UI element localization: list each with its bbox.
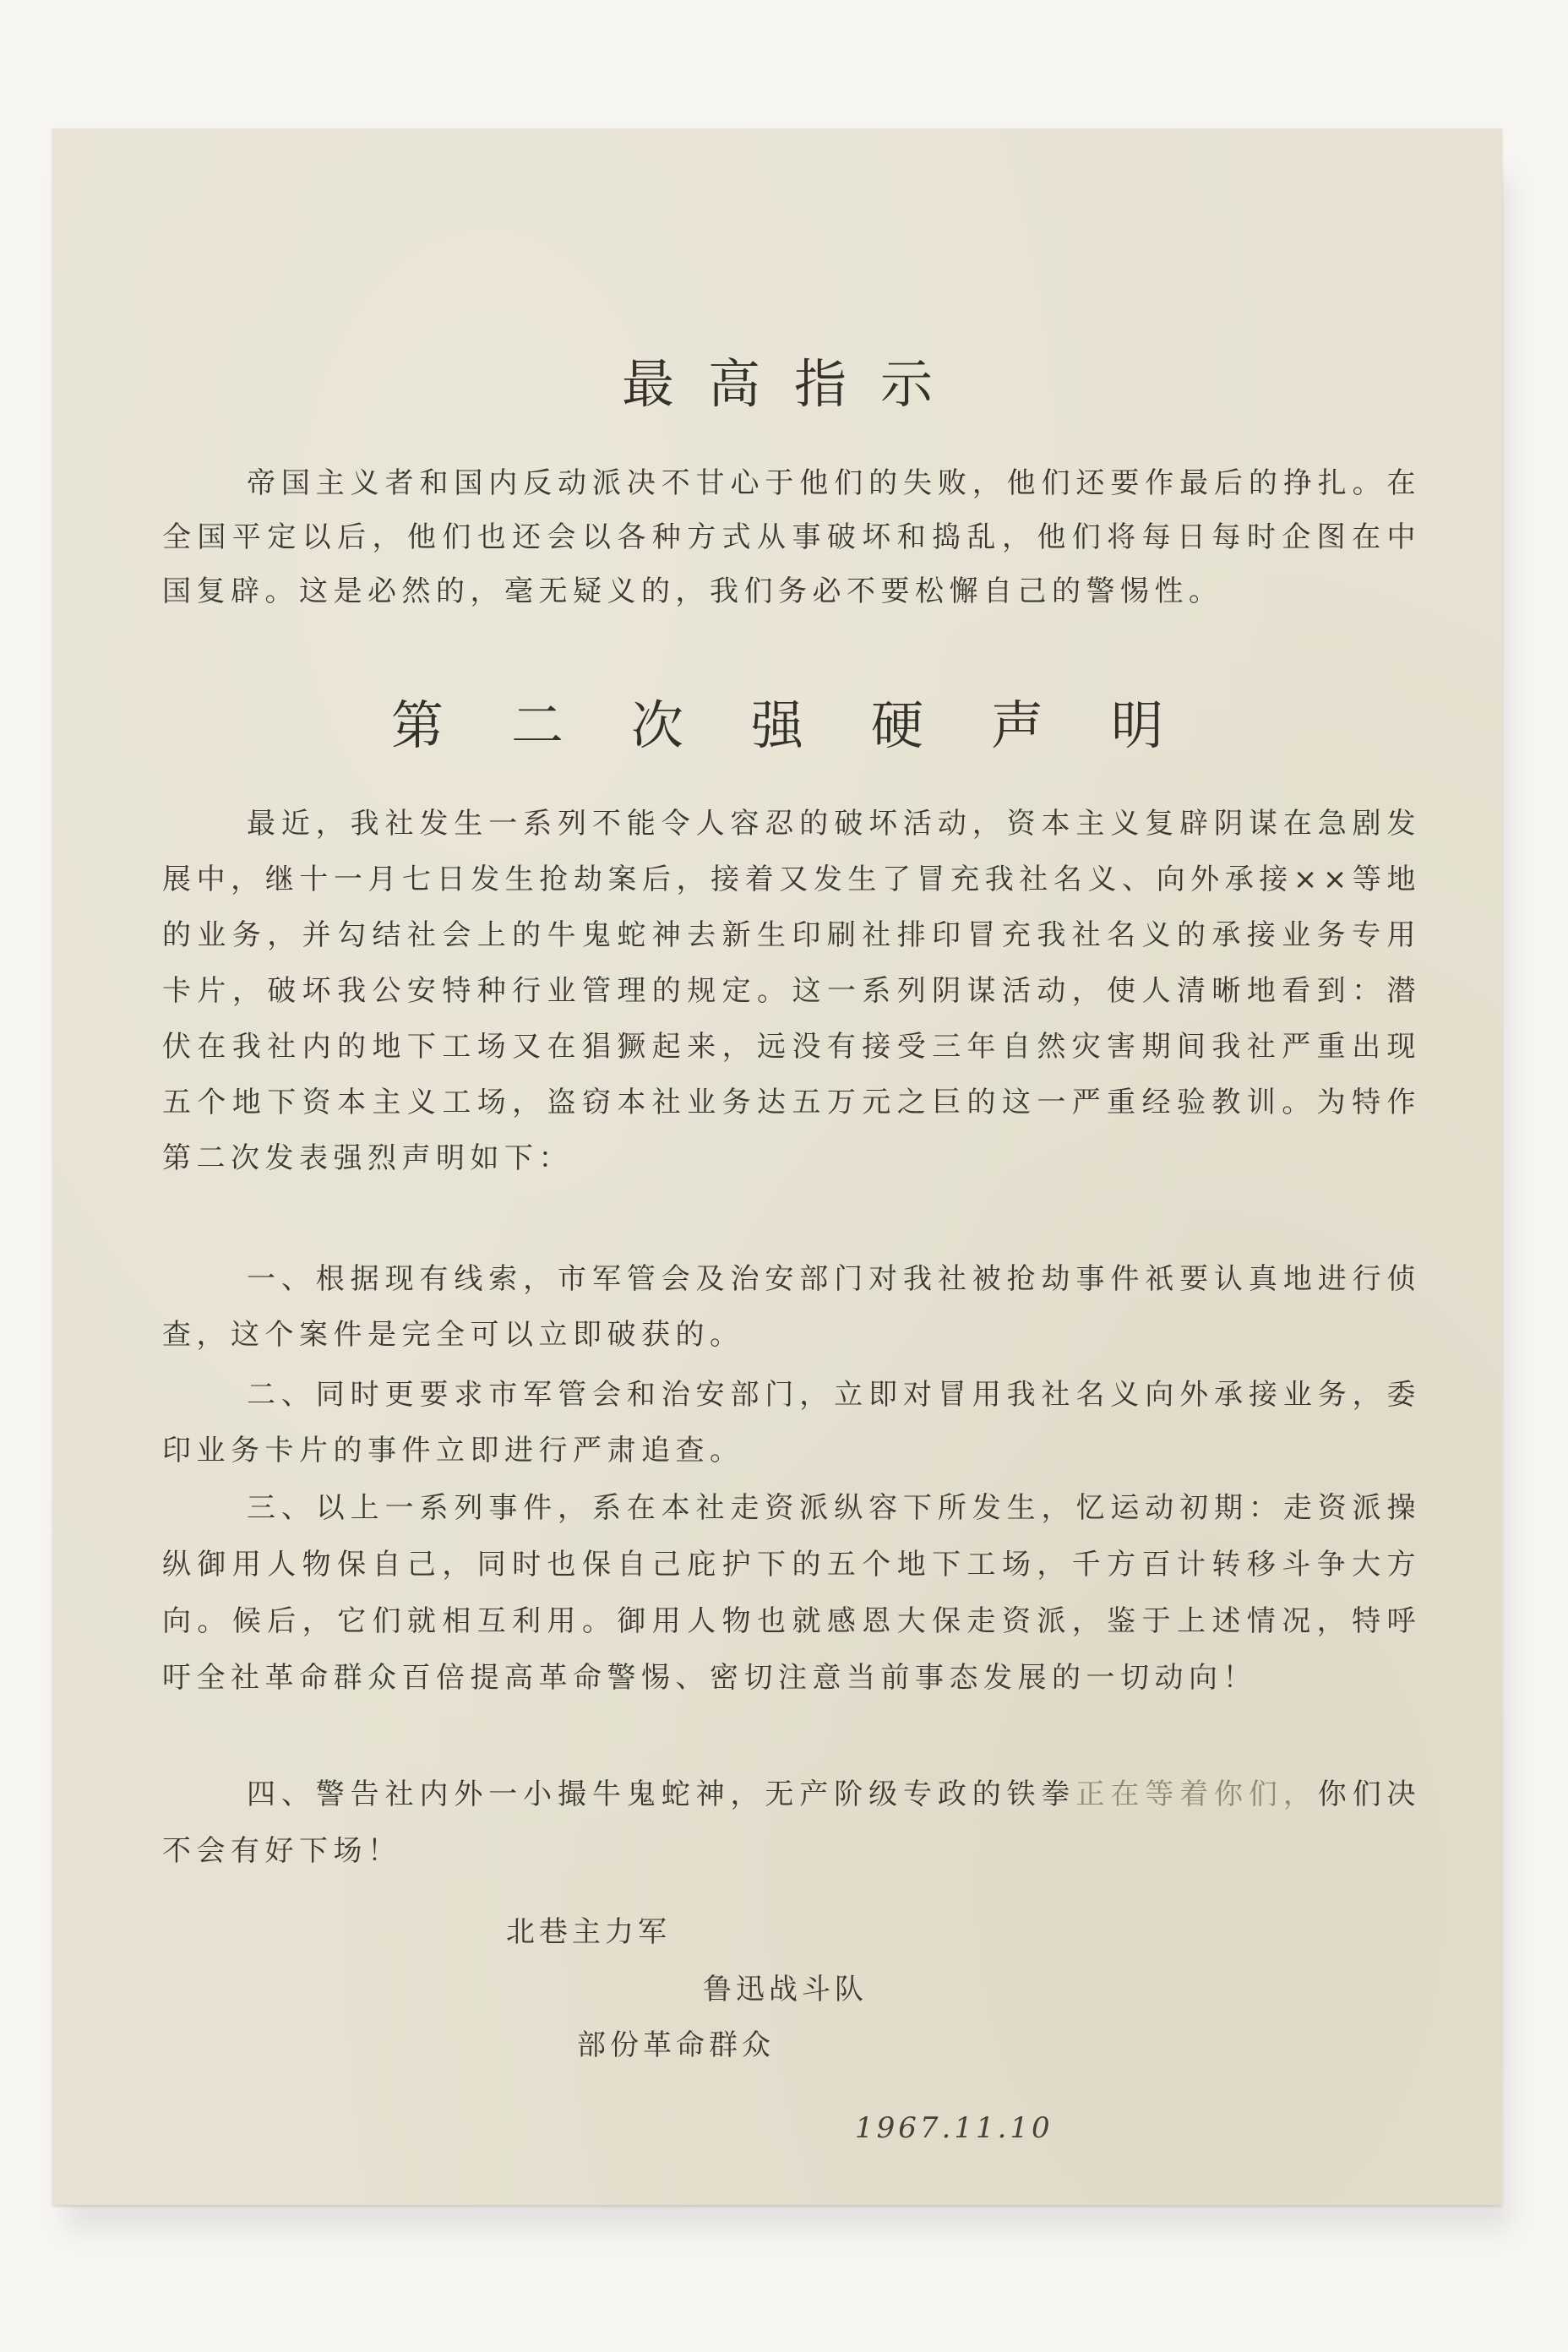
quote-paragraph: 帝国主义者和国内反动派决不甘心于他们的失败，他们还要作最后的挣扎。在全国平定以后，他们也还会以各种方式从事破坏和捣乱，他们将每日每时企图在中国复辟。这是必然的，毫无疑义的，我们务必不要松懈自己的警惕性。 [162, 466, 1421, 608]
document-page [52, 128, 1502, 2205]
top-title: 最高指示 [621, 353, 966, 415]
statement-title: 第二次强硬声明 [390, 694, 1231, 756]
point-2-paragraph: 二、同时更要求市军管会和治安部门，立即对冒用我社名义向外承接业务，委印业务卡片的事件立即进行严肃追查。 [162, 1378, 1421, 1467]
signature-date: 1967.11.10 [855, 2111, 1054, 2145]
point-1-paragraph: 一、根据现有线索，市军管会及治安部门对我社被抢劫事件祇要认真地进行侦查，这个案件是完全可以立即破获的。 [162, 1262, 1421, 1352]
signature-line-1: 北巷主力军 [506, 1915, 671, 1949]
point-3-paragraph: 三、以上一系列事件，系在本社走资派纵容下所发生，忆运动初期：走资派操纵御用人物保自己，同时也保自己庇护下的五个地下工场，千方百计转移斗争大方向。候后，它们就相互利用。御用人物也就感恩大保走资派，鉴于上述情况，特呼吁全社革命群众百倍提高革命警惕、密切注意当前事态发展的一切动向！ [162, 1491, 1421, 1695]
point-4-faded-text: 正在等着你们， [1075, 1778, 1318, 1811]
intro-paragraph: 最近，我社发生一系列不能令人容忍的破坏活动，资本主义复辟阴谋在急剧发展中，继十一月七日发生抢劫案后，接着又发生了冒充我社名义、向外承接××等地的业务，并勾结社会上的牛鬼蛇神去新生印刷社排印冒充我社名义的承接业务专用卡片，破坏我公安特种行业管理的规定。这一系列阴谋活动，使人清晰地看到：潜伏在我社内的地下工场又在猖獗起来，远没有接受三年自然灾害期间我社严重出现五个地下资本主义工场，盗窃本社业务达五万元之巨的这一严重经验教训。为特作第二次发表强烈声明如下： [162, 807, 1421, 1175]
point-4-main: 四、警告社内外一小撮牛鬼蛇神，无产阶级专政的铁拳 [247, 1778, 1076, 1811]
signature-line-3: 部份革命群众 [577, 2028, 775, 2062]
point-4-end: 你们决不会有好下场！ [162, 1778, 1422, 1868]
point-4-paragraph [162, 1767, 1421, 1880]
signature-line-2: 鲁迅战斗队 [703, 1973, 868, 2006]
